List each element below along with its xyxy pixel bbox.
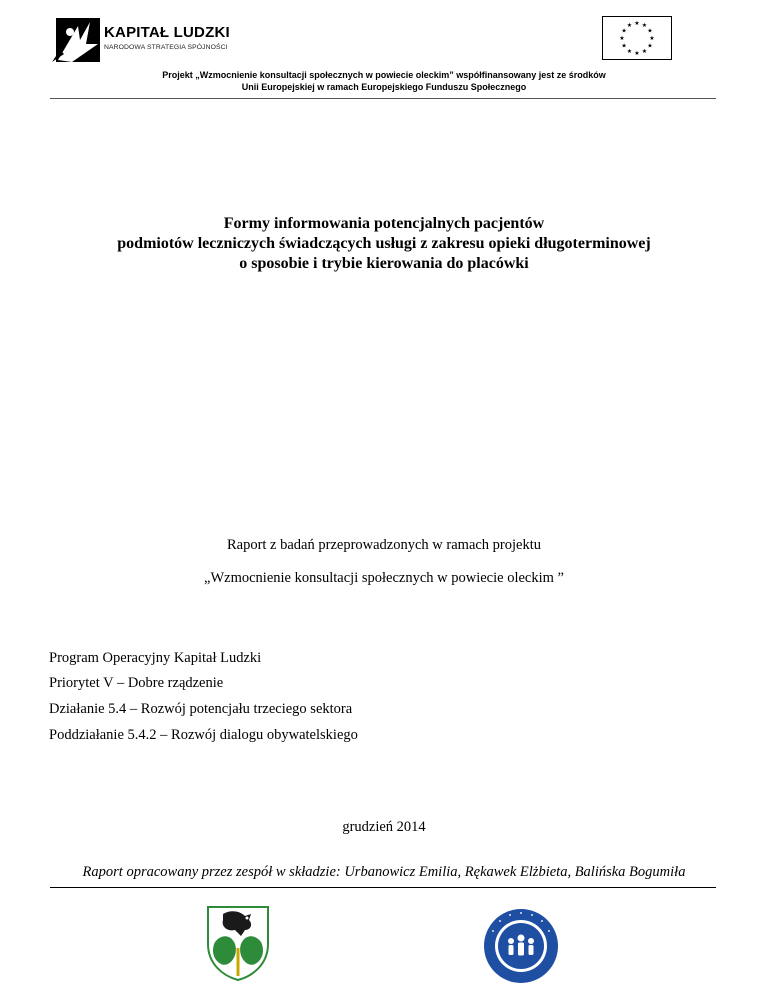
- eu-flag-icon: [602, 16, 672, 60]
- kapital-ludzki-title: KAPITAŁ LUDZKI: [104, 24, 230, 41]
- project-line-1: Projekt „Wzmocnienie konsultacji społecznych w powiecie oleckim” współfinansowany jest ze środków: [162, 70, 606, 80]
- project-cofinancing-note: [0, 69, 768, 93]
- eu-star-icon: ★: [647, 27, 653, 35]
- kapital-ludzki-logo-icon: [50, 14, 102, 64]
- header-divider: [50, 98, 716, 99]
- title-line-1: Formy informowania potencjalnych pacjentów: [223, 215, 545, 232]
- report-date: grudzień 2014: [342, 819, 426, 835]
- eu-star-icon: ★: [619, 35, 625, 43]
- eu-star-icon: ★: [647, 42, 653, 50]
- action-line: Działanie 5.4 – Rozwój potencjału trzeciego sektora: [49, 701, 353, 717]
- project-line-2: Unii Europejskiej w ramach Europejskiego Funduszu Społecznego: [241, 82, 527, 92]
- title-line-3: o sposobie i trybie kierowania do placówki: [239, 255, 529, 272]
- subaction-line: Poddziałanie 5.4.2 – Rozwój dialogu obywatelskiego: [49, 727, 358, 743]
- eu-star-icon: ★: [634, 20, 640, 28]
- eu-star-icon: ★: [621, 42, 627, 50]
- eu-star-icon: ★: [649, 35, 655, 43]
- title-line-2: podmiotów leczniczych świadczących usługi z zakresu opieki długoterminowej: [117, 235, 651, 252]
- report-description: Raport z badań przeprowadzonych w ramach projektu: [226, 537, 542, 553]
- association-badge-icon: [482, 907, 560, 985]
- eu-star-icon: ★: [626, 48, 633, 56]
- priority-line: Priorytet V – Dobre rządzenie: [49, 675, 224, 691]
- olecko-coat-of-arms-icon: [205, 904, 271, 982]
- report-authors: Raport opracowany przez zespół w składzie: Urbanowicz Emilia, Rękawek Elżbieta, Balińska Bogumiła: [82, 864, 686, 880]
- program-line: Program Operacyjny Kapitał Ludzki: [49, 650, 262, 666]
- eu-star-icon: ★: [641, 48, 648, 56]
- document-title: [0, 214, 768, 274]
- eu-star-icon: ★: [641, 22, 648, 30]
- footer-divider: [50, 887, 716, 888]
- eu-star-icon: ★: [626, 22, 633, 30]
- eu-star-icon: ★: [634, 50, 640, 58]
- project-name: „Wzmocnienie konsultacji społecznych w powiecie oleckim ”: [204, 570, 564, 586]
- kapital-ludzki-subtitle: NARODOWA STRATEGIA SPÓJNOŚCI: [104, 44, 228, 51]
- eu-star-icon: ★: [621, 27, 627, 35]
